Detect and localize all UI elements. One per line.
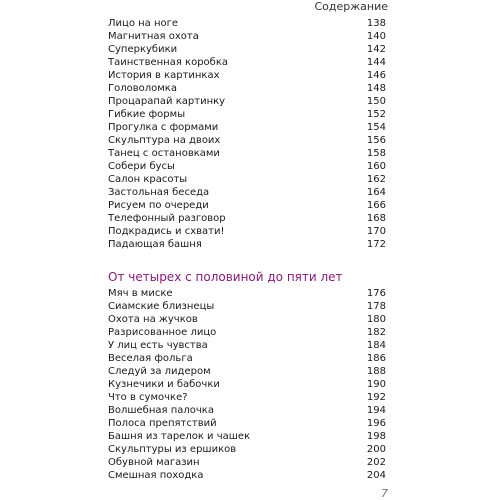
toc-entry bbox=[108, 134, 386, 147]
toc-entry-title: Скульптуры из ершиков bbox=[108, 444, 237, 455]
toc-entry-page: 194 bbox=[366, 405, 386, 416]
toc-entry-page: 178 bbox=[366, 301, 386, 312]
toc-entry bbox=[108, 404, 386, 417]
toc-list-top bbox=[108, 17, 386, 251]
toc-entry bbox=[108, 365, 386, 378]
toc-entry-page: 188 bbox=[366, 366, 386, 377]
toc-entry-page: 186 bbox=[366, 353, 386, 364]
toc-entry-title: Прогулка с формами bbox=[108, 122, 219, 133]
toc-entry bbox=[108, 160, 386, 173]
toc-entry bbox=[108, 430, 386, 443]
page-number: 7 bbox=[381, 487, 388, 500]
toc-entry-title: Кузнечики и бабочки bbox=[108, 379, 220, 390]
toc-entry-title: Что в сумочке? bbox=[108, 392, 188, 403]
toc-entry-title: Суперкубики bbox=[108, 44, 178, 55]
toc-entry-page: 184 bbox=[366, 340, 386, 351]
toc-entry-page: 196 bbox=[366, 418, 386, 429]
toc-entry-page: 158 bbox=[366, 148, 386, 159]
toc-entry bbox=[108, 30, 386, 43]
toc-entry-title: Рисуем по очереди bbox=[108, 200, 209, 211]
toc-entry-title: Процарапай картинку bbox=[108, 96, 226, 107]
toc-entry-title: Обувной магазин bbox=[108, 457, 200, 468]
toc-entry-page: 182 bbox=[366, 327, 386, 338]
toc-entry-title: Собери бусы bbox=[108, 161, 175, 172]
toc-entry-page: 204 bbox=[366, 470, 386, 481]
toc-entry-title: Волшебная палочка bbox=[108, 405, 214, 416]
toc-entry-title: Салон красоты bbox=[108, 174, 188, 185]
toc-entry bbox=[108, 287, 386, 300]
toc-entry bbox=[108, 212, 386, 225]
toc-entry-title: Скульптура на двоих bbox=[108, 135, 221, 146]
toc-entry bbox=[108, 378, 386, 391]
toc-entry-title: Таинственная коробка bbox=[108, 57, 228, 68]
running-header: Содержание bbox=[314, 0, 388, 13]
toc-entry bbox=[108, 339, 386, 352]
toc-entry-page: 190 bbox=[366, 379, 386, 390]
toc-entry-title: Застольная беседа bbox=[108, 187, 210, 198]
toc-entry-page: 176 bbox=[366, 288, 386, 299]
toc-entry bbox=[108, 417, 386, 430]
toc-entry bbox=[108, 238, 386, 251]
toc-entry bbox=[108, 108, 386, 121]
toc-entry bbox=[108, 186, 386, 199]
toc-entry-title: Веселая фольга bbox=[108, 353, 193, 364]
toc-entry-page: 168 bbox=[366, 213, 386, 224]
toc-entry bbox=[108, 469, 386, 482]
toc-entry bbox=[108, 443, 386, 456]
toc-entry bbox=[108, 225, 386, 238]
toc-entry-page: 154 bbox=[366, 122, 386, 133]
toc-entry-title: Магнитная охота bbox=[108, 31, 199, 42]
toc-entry-page: 200 bbox=[366, 444, 386, 455]
toc-entry-page: 146 bbox=[366, 70, 386, 81]
toc-entry-page: 148 bbox=[366, 83, 386, 94]
toc-entry-page: 192 bbox=[366, 392, 386, 403]
toc-entry-page: 166 bbox=[366, 200, 386, 211]
toc-entry bbox=[108, 147, 386, 160]
toc-entry-title: Разрисованное лицо bbox=[108, 327, 217, 338]
toc-entry-page: 172 bbox=[366, 239, 386, 250]
toc-entry bbox=[108, 69, 386, 82]
toc-entry bbox=[108, 313, 386, 326]
toc-entry-title: Башня из тарелок и чашек bbox=[108, 431, 251, 442]
toc-entry-title: Падающая башня bbox=[108, 239, 202, 250]
toc-entry-title: Подкрадись и схвати! bbox=[108, 226, 225, 237]
toc-entry-title: Танец с остановками bbox=[108, 148, 220, 159]
toc-entry-title: Смешная походка bbox=[108, 470, 204, 481]
toc-entry-page: 156 bbox=[366, 135, 386, 146]
toc-list-bottom bbox=[108, 287, 386, 482]
toc-entry-page: 162 bbox=[366, 174, 386, 185]
toc-entry-title: Телефонный разговор bbox=[108, 213, 226, 224]
toc-entry-page: 150 bbox=[366, 96, 386, 107]
toc-entry-page: 140 bbox=[366, 31, 386, 42]
section-title: От четырех с половиной до пяти лет bbox=[108, 270, 343, 284]
toc-entry-page: 198 bbox=[366, 431, 386, 442]
toc-entry-page: 164 bbox=[366, 187, 386, 198]
toc-entry-page: 160 bbox=[366, 161, 386, 172]
toc-entry bbox=[108, 199, 386, 212]
toc-entry-title: Охота на жучков bbox=[108, 314, 198, 325]
toc-entry-title: Полоса препятствий bbox=[108, 418, 217, 429]
toc-entry-page: 152 bbox=[366, 109, 386, 120]
toc-entry bbox=[108, 17, 386, 30]
toc-entry bbox=[108, 82, 386, 95]
toc-entry-title: Головоломка bbox=[108, 83, 177, 94]
toc-entry-page: 138 bbox=[366, 18, 386, 29]
toc-entry-title: История в картинках bbox=[108, 70, 220, 81]
toc-entry bbox=[108, 352, 386, 365]
toc-entry-title: Следуй за лидером bbox=[108, 366, 211, 377]
toc-entry bbox=[108, 43, 386, 56]
toc-entry bbox=[108, 121, 386, 134]
toc-entry bbox=[108, 300, 386, 313]
toc-entry bbox=[108, 326, 386, 339]
toc-entry-page: 180 bbox=[366, 314, 386, 325]
toc-entry bbox=[108, 456, 386, 469]
toc-entry bbox=[108, 173, 386, 186]
toc-entry-page: 142 bbox=[366, 44, 386, 55]
toc-entry bbox=[108, 391, 386, 404]
toc-entry-title: Сиамские близнецы bbox=[108, 301, 215, 312]
toc-entry-page: 202 bbox=[366, 457, 386, 468]
toc-entry-page: 170 bbox=[366, 226, 386, 237]
toc-entry-title: Мяч в миске bbox=[108, 288, 173, 299]
toc-entry-page: 144 bbox=[366, 57, 386, 68]
toc-entry-title: Лицо на ноге bbox=[108, 18, 179, 29]
toc-entry bbox=[108, 56, 386, 69]
toc-entry bbox=[108, 95, 386, 108]
toc-entry-title: У лиц есть чувства bbox=[108, 340, 208, 351]
toc-entry-title: Гибкие формы bbox=[108, 109, 186, 120]
